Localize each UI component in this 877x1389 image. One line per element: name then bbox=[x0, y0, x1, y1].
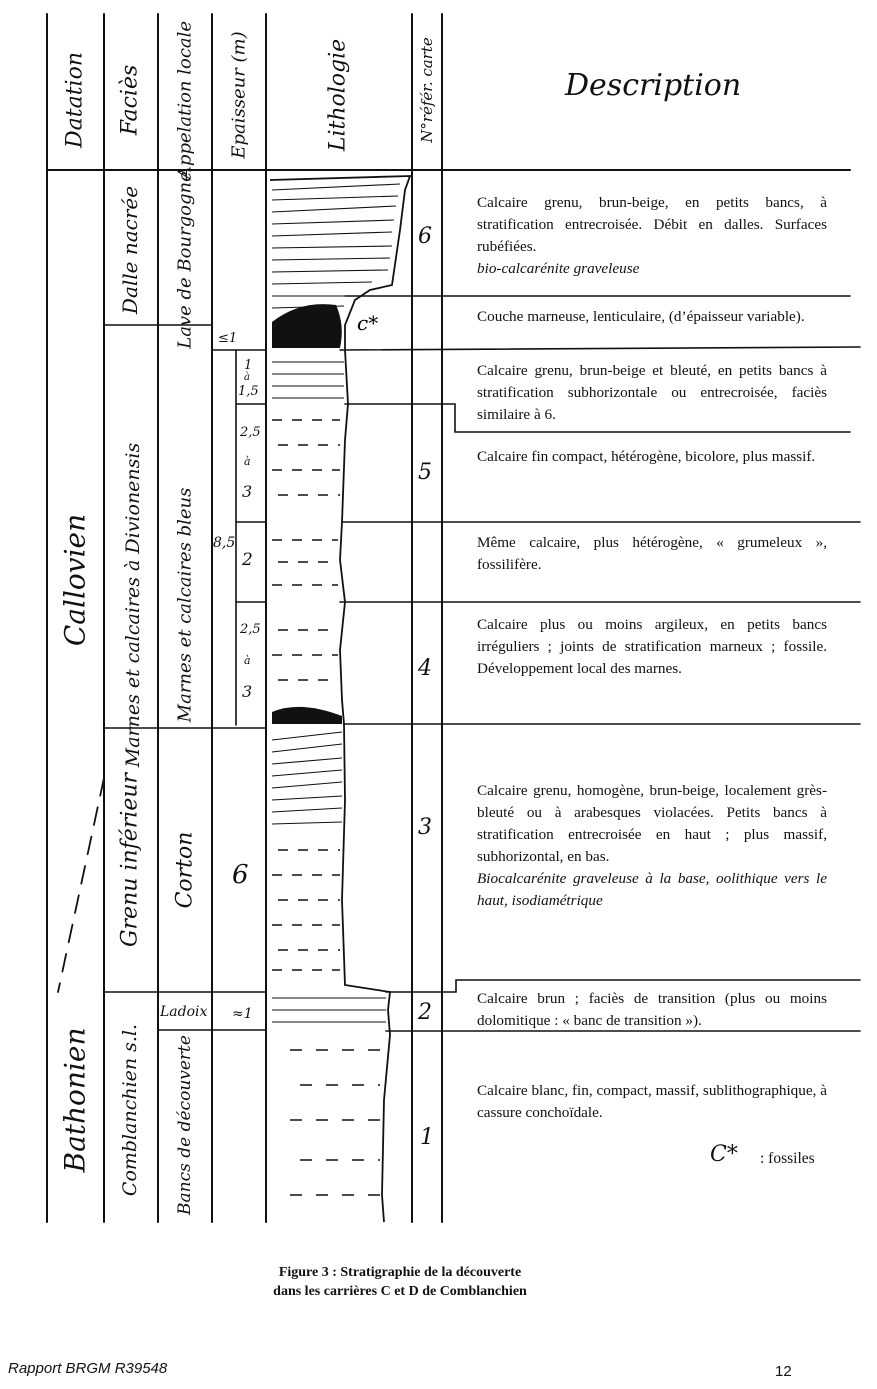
facies-grenu-inferieur: Grenu inférieur bbox=[117, 772, 143, 948]
desc-bed-5 bbox=[477, 446, 827, 468]
facies-dalle-nacree: Dalle nacrée bbox=[118, 185, 142, 315]
appellation-corton: Corton bbox=[172, 831, 198, 909]
header-facies: Faciès bbox=[117, 64, 143, 136]
datation-callovien: Callovien bbox=[58, 513, 92, 647]
ep-s3: 2 bbox=[242, 550, 253, 570]
ref-4: 4 bbox=[418, 656, 432, 681]
caption-line-1: Figure 3 : Stratigraphie de la découverte bbox=[278, 1265, 522, 1280]
desc-bed-3-text: Calcaire grenu, homogène, brun-beige, localement grès-bleuté ou à arabesques violacées. Petits bancs à stratification entrecroisée en haut ; plus massif, subhorizontal, en bas. bbox=[477, 782, 827, 865]
facies-marnes-divionensis: Marnes et calcaires à Divionensis bbox=[122, 442, 144, 768]
ep-s2b: à bbox=[244, 455, 251, 468]
header-datation: Datation bbox=[62, 51, 88, 149]
lithology-hatch-top bbox=[272, 184, 400, 308]
datation-bathonien: Bathonien bbox=[58, 1027, 92, 1173]
desc-bed-1-text: Calcaire blanc, fin, compact, massif, sublithographique, à cassure conchoïdale. bbox=[477, 1082, 827, 1121]
row-sep-2 bbox=[340, 347, 860, 350]
ep-s2a: 2,5 bbox=[240, 425, 261, 440]
legend-fossil-icon: C* bbox=[710, 1142, 738, 1167]
appellation-ladoix: Ladoix bbox=[160, 1004, 208, 1020]
ref-3: 3 bbox=[418, 815, 432, 840]
lithology-dashes-1 bbox=[290, 1050, 380, 1195]
ref-6: 6 bbox=[418, 224, 432, 249]
desc-bed-6-text: Calcaire grenu, brun-beige, en petits bancs, à stratification entrecroisée. Débit en dalles. Surfaces rubéfiées. bbox=[477, 194, 827, 255]
ep-s1b: 1,5 bbox=[238, 384, 259, 399]
ep-total: 8,5 bbox=[213, 535, 236, 551]
ep-s4a: 2,5 bbox=[240, 622, 261, 637]
appellation-marnes-bleus: Marnes et calcaires bleus bbox=[174, 487, 196, 723]
desc-bed-5-lower-text: Même calcaire, plus hétérogène, « grumeleux », fossilifère. bbox=[477, 534, 827, 573]
ref-1: 1 bbox=[420, 1125, 434, 1150]
desc-marl-lens bbox=[477, 306, 827, 328]
header-appellation: Appelation locale bbox=[174, 20, 196, 180]
desc-bed-2-text: Calcaire brun ; faciès de transition (plus ou moins dolomitique : « banc de transition »). bbox=[477, 990, 827, 1029]
marl-base bbox=[272, 707, 342, 724]
ep-s1a: à bbox=[244, 372, 250, 383]
lithology-hatch-5 bbox=[272, 362, 344, 398]
desc-bed-3 bbox=[477, 780, 827, 912]
appellation-bancs: Bancs de découverte bbox=[175, 1035, 195, 1215]
desc-bed-6-italic: bio-calcarénite graveleuse bbox=[477, 260, 640, 277]
desc-bed-2 bbox=[477, 988, 827, 1032]
ep-6: 6 bbox=[232, 860, 249, 890]
ep-ladoix: ≈1 bbox=[232, 1006, 253, 1022]
lithology-hatch-3 bbox=[272, 732, 342, 824]
footer-page-number: 12 bbox=[775, 1363, 792, 1380]
caption-line-2: dans les carrières C et D de Comblanchien bbox=[273, 1284, 527, 1299]
appellation-lave: Lave de Bourgogne bbox=[174, 171, 196, 349]
header-lithologie: Lithologie bbox=[325, 38, 351, 152]
desc-bed-5-lower bbox=[477, 532, 827, 576]
footer-report: Rapport BRGM R39548 bbox=[8, 1360, 168, 1377]
ep-s4b: à bbox=[244, 654, 251, 667]
legend-text: : fossiles bbox=[760, 1150, 815, 1167]
lithology-dashes bbox=[272, 420, 340, 680]
desc-bed-4 bbox=[477, 614, 827, 680]
desc-marl-lens-text: Couche marneuse, lenticulaire, (d’épaisseur variable). bbox=[477, 308, 805, 325]
dashed-boundary bbox=[58, 778, 104, 992]
ep-s1: 1 bbox=[244, 358, 253, 373]
marl-lens bbox=[272, 304, 342, 348]
ep-s4c: 3 bbox=[242, 682, 253, 701]
desc-bed-1 bbox=[477, 1080, 827, 1124]
lithology-dashes-3 bbox=[272, 850, 340, 970]
desc-bed-6 bbox=[477, 192, 827, 280]
ep-le1: ≤1 bbox=[218, 331, 238, 346]
desc-bed-4-text: Calcaire plus ou moins argileux, en petits bancs irréguliers ; joints de stratification marneux ; fossile. Développement local des marnes. bbox=[477, 616, 827, 677]
desc-bed-5-upper-text: Calcaire grenu, brun-beige et bleuté, en petits bancs à stratification subhorizontale ou entrecroisée, faciès similaire à 6. bbox=[477, 362, 827, 423]
header-epaisseur: Epaisseur (m) bbox=[228, 31, 250, 159]
facies-comblanchien: Comblanchien s.l. bbox=[119, 1023, 141, 1197]
header-numero: N°référ. carte bbox=[418, 37, 436, 143]
lithology-hatch-2 bbox=[272, 998, 386, 1022]
ref-5: 5 bbox=[418, 460, 432, 485]
ep-s2c: 3 bbox=[242, 482, 253, 501]
desc-bed-5-upper bbox=[477, 360, 827, 426]
figure-caption bbox=[0, 1263, 800, 1301]
fossil-symbol-lens: c* bbox=[357, 311, 379, 335]
desc-bed-3-italic: Biocalcarénite graveleuse à la base, oolithique vers le haut, isodiamétrique bbox=[477, 870, 827, 909]
header-description: Description bbox=[565, 68, 742, 103]
ref-2: 2 bbox=[418, 1000, 432, 1025]
desc-bed-5-text: Calcaire fin compact, hétérogène, bicolore, plus massif. bbox=[477, 448, 816, 465]
